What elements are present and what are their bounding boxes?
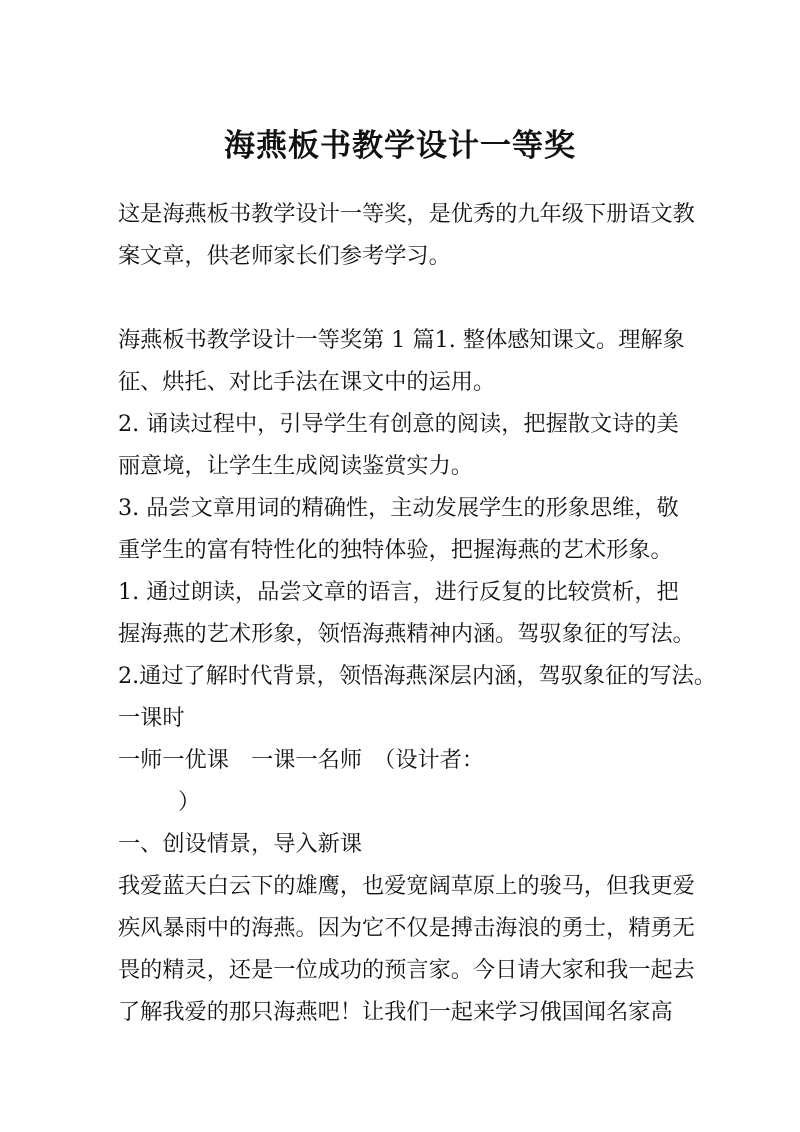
body-line-8: 握海燕的艺术形象，领悟海燕精神内涵。驾驭象征的写法。 — [118, 621, 695, 647]
body-line-10: 一课时 — [118, 705, 185, 731]
body-line-17: 了解我爱的那只海燕吧！让我们一起来学习俄国闻名家高 — [118, 999, 673, 1025]
section-heading: 一、创设情景，导入新课 — [118, 831, 363, 857]
body-line-12: ） — [178, 789, 201, 815]
intro-line-1: 这是海燕板书教学设计一等奖，是优秀的九年级下册语文教 — [118, 201, 695, 227]
document-title: 海燕板书教学设计一等奖 — [224, 128, 576, 164]
body-line-5: 3. 品尝文章用词的精确性，主动发展学生的形象思维，敬 — [118, 495, 679, 521]
body-line-6: 重学生的富有特性化的独特体验，把握海燕的艺术形象。 — [118, 537, 673, 563]
body-line-3: 2. 诵读过程中，引导学生有创意的阅读，把握散文诗的美 — [118, 411, 679, 437]
body-line-1: 海燕板书教学设计一等奖第 1 篇1. 整体感知课文。理解象 — [118, 327, 685, 353]
body-line-7: 1. 通过朗读，品尝文章的语言，进行反复的比较赏析，把 — [118, 579, 679, 605]
body-line-9: 2.通过了解时代背景，领悟海燕深层内涵，驾驭象征的写法。 — [118, 663, 717, 689]
body-line-2: 征、烘托、对比手法在课文中的运用。 — [118, 369, 496, 395]
body-line-16: 畏的精灵，还是一位成功的预言家。今日请大家和我一起去 — [118, 957, 695, 983]
body-line-15: 疾风暴雨中的海燕。因为它不仅是搏击海浪的勇士，精勇无 — [118, 915, 695, 941]
body-line-14: 我爱蓝天白云下的雄鹰，也爱宽阔草原上的骏马，但我更爱 — [118, 873, 695, 899]
intro-line-2: 案文章，供老师家长们参考学习。 — [118, 243, 451, 269]
body-line-4: 丽意境，让学生生成阅读鉴赏实力。 — [118, 453, 473, 479]
body-line-11: 一师一优课 一课一名师 （设计者： — [118, 747, 485, 773]
